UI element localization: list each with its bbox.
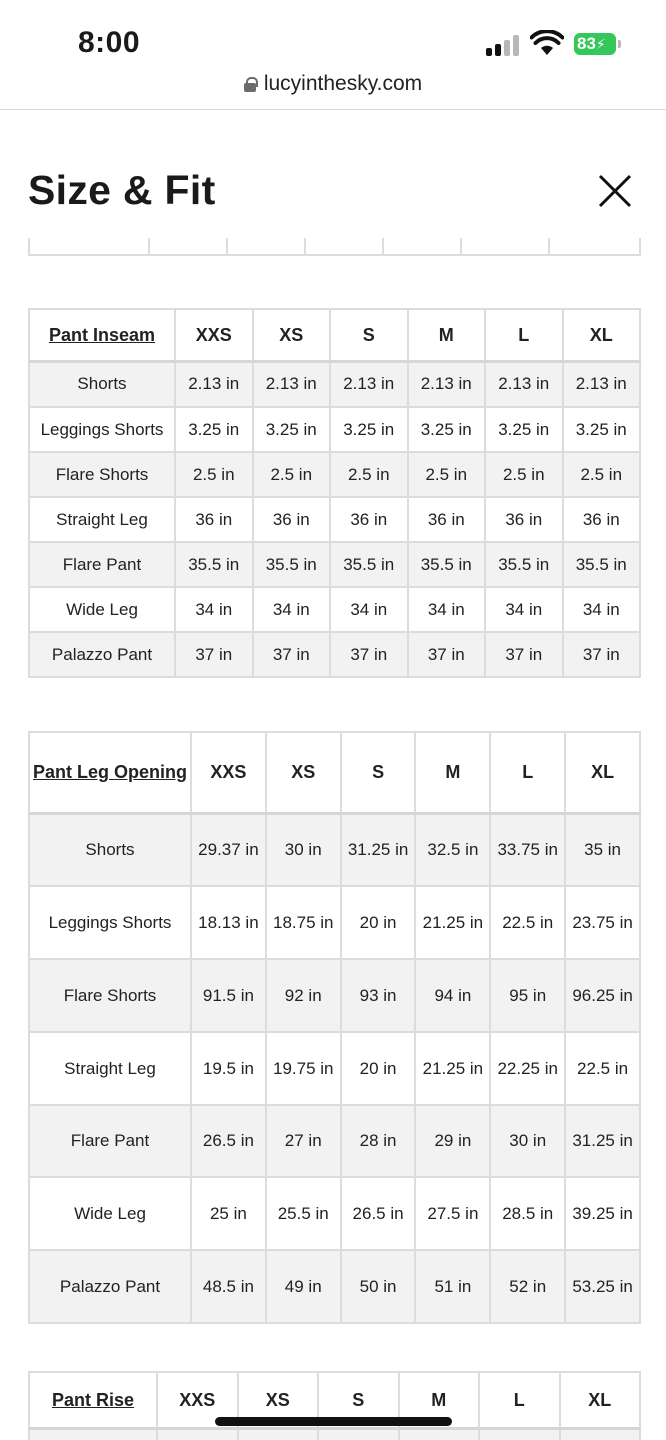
- table-title: Pant Rise: [29, 1372, 157, 1428]
- table-cell: 36 in: [485, 497, 563, 542]
- table-cell: 36 in: [253, 497, 331, 542]
- table-cell: 30 in: [266, 813, 341, 886]
- table-cell: 35.5 in: [485, 542, 563, 587]
- table-cell: 27.5 in: [415, 1177, 490, 1250]
- table-cell: 37 in: [330, 632, 408, 677]
- table-cell: 37 in: [253, 632, 331, 677]
- table-cell: 34 in: [563, 587, 641, 632]
- table-cell: 96.25 in: [565, 959, 640, 1032]
- table-cell: 19.75 in: [266, 1032, 341, 1105]
- table-cell: 21.25 in: [415, 1032, 490, 1105]
- size-header: XL: [560, 1372, 641, 1428]
- previous-table-edge: [28, 238, 641, 256]
- table-cell: 93 in: [341, 959, 416, 1032]
- table-row: [29, 587, 640, 632]
- row-label: Flare Pant: [29, 542, 175, 587]
- table-cell: 37 in: [175, 632, 253, 677]
- table-cell: 36 in: [563, 497, 641, 542]
- table-cell: 29.37 in: [191, 813, 266, 886]
- table-cell: 2.13 in: [408, 361, 486, 407]
- table-cell: 34 in: [253, 587, 331, 632]
- table-cell: 3.25 in: [563, 407, 641, 452]
- table-cell: 52 in: [490, 1250, 565, 1323]
- table-cell: 2.5 in: [253, 452, 331, 497]
- row-label: Palazzo Pant: [29, 632, 175, 677]
- size-header: XXS: [175, 309, 253, 361]
- pant-inseam-table: [28, 308, 641, 678]
- battery-icon: [574, 33, 622, 55]
- table-cell: 2.5 in: [330, 452, 408, 497]
- size-header: S: [318, 1372, 399, 1428]
- battery-level: 83⚡: [574, 33, 616, 55]
- table-cell: 35.5 in: [253, 542, 331, 587]
- table-row: [29, 813, 640, 886]
- close-icon[interactable]: [596, 172, 634, 210]
- table-row: [29, 632, 640, 677]
- status-bar: [0, 0, 666, 66]
- table-cell: 2.5 in: [175, 452, 253, 497]
- row-label: Straight Leg: [29, 497, 175, 542]
- table-cell: 37 in: [408, 632, 486, 677]
- size-header: XXS: [157, 1372, 238, 1428]
- table-row: [29, 452, 640, 497]
- table-title: Pant Leg Opening: [29, 732, 191, 813]
- size-header: M: [399, 1372, 480, 1428]
- table-cell: 18.13 in: [191, 886, 266, 959]
- table-cell: 32.5 in: [415, 813, 490, 886]
- table-cell: 2.13 in: [253, 361, 331, 407]
- table-row: [29, 497, 640, 542]
- row-label: Flare Shorts: [29, 959, 191, 1032]
- table-cell: 94 in: [415, 959, 490, 1032]
- table-cell: 3.25 in: [485, 407, 563, 452]
- table-cell: 31.25 in: [341, 813, 416, 886]
- size-header: L: [485, 309, 563, 361]
- modal-title: Size & Fit: [28, 167, 216, 213]
- table-row: [29, 542, 640, 587]
- size-header: M: [415, 732, 490, 813]
- url-text: lucyinthesky.com: [263, 72, 423, 95]
- table-cell: 2.13 in: [330, 361, 408, 407]
- table-cell: 26.5 in: [191, 1105, 266, 1177]
- table-cell: 20 in: [341, 886, 416, 959]
- table-cell: 51 in: [415, 1250, 490, 1323]
- table-cell: 2.5 in: [408, 452, 486, 497]
- lock-icon: [244, 77, 256, 92]
- table-row: [29, 1032, 640, 1105]
- size-header: S: [341, 732, 416, 813]
- size-header: XS: [238, 1372, 319, 1428]
- row-label: Straight Leg: [29, 1032, 191, 1105]
- row-label: Flare Pant: [29, 1105, 191, 1177]
- table-cell: 35.5 in: [175, 542, 253, 587]
- table-cell: 3.25 in: [330, 407, 408, 452]
- table-row: [29, 1177, 640, 1250]
- table-row: [29, 1428, 640, 1440]
- table-cell: 2.13 in: [563, 361, 641, 407]
- table-cell: 2.13 in: [175, 361, 253, 407]
- table-cell: 29 in: [415, 1105, 490, 1177]
- table-cell: 22.5 in: [565, 1032, 640, 1105]
- table-cell: 34 in: [330, 587, 408, 632]
- table-row: [29, 959, 640, 1032]
- table-cell: 34 in: [175, 587, 253, 632]
- table-cell: 19.5 in: [191, 1032, 266, 1105]
- cellular-signal-icon: [486, 34, 520, 56]
- status-time: 8:00: [78, 26, 141, 59]
- table-row: [29, 1105, 640, 1177]
- table-cell: 25.5 in: [266, 1177, 341, 1250]
- table-row: [29, 361, 640, 407]
- table-cell: 49 in: [266, 1250, 341, 1323]
- table-cell: 2.5 in: [485, 452, 563, 497]
- table-cell: 50 in: [341, 1250, 416, 1323]
- table-cell: 35 in: [565, 813, 640, 886]
- table-cell: 2.5 in: [563, 452, 641, 497]
- wifi-icon: [530, 30, 564, 56]
- table-cell: 3.25 in: [253, 407, 331, 452]
- table-row: [29, 1250, 640, 1323]
- table-cell: 34 in: [485, 587, 563, 632]
- table-cell: 33.75 in: [490, 813, 565, 886]
- table-cell: 31.25 in: [565, 1105, 640, 1177]
- address-bar[interactable]: [0, 66, 666, 110]
- table-cell: 20 in: [341, 1032, 416, 1105]
- table-cell: 22.25 in: [490, 1032, 565, 1105]
- table-cell: 36 in: [330, 497, 408, 542]
- row-label: Palazzo Pant: [29, 1250, 191, 1323]
- home-indicator[interactable]: [215, 1417, 452, 1426]
- table-cell: 3.25 in: [175, 407, 253, 452]
- size-header: XS: [253, 309, 331, 361]
- table-cell: 37 in: [485, 632, 563, 677]
- table-cell: 92 in: [266, 959, 341, 1032]
- table-cell: 36 in: [175, 497, 253, 542]
- size-header: XL: [565, 732, 640, 813]
- table-row: [29, 886, 640, 959]
- size-header: XXS: [191, 732, 266, 813]
- table-cell: 3.25 in: [408, 407, 486, 452]
- table-header-row: [29, 732, 640, 813]
- table-cell: 53.25 in: [565, 1250, 640, 1323]
- row-label: Leggings Shorts: [29, 407, 175, 452]
- table-cell: 25 in: [191, 1177, 266, 1250]
- table-cell: 35.5 in: [563, 542, 641, 587]
- row-label: Wide Leg: [29, 1177, 191, 1250]
- table-cell: 2.13 in: [485, 361, 563, 407]
- table-cell: 48.5 in: [191, 1250, 266, 1323]
- row-label: Shorts: [29, 361, 175, 407]
- table-header-row: [29, 309, 640, 361]
- size-header: M: [408, 309, 486, 361]
- table-row: [29, 407, 640, 452]
- table-cell: 95 in: [490, 959, 565, 1032]
- table-cell: 36 in: [408, 497, 486, 542]
- table-title: Pant Inseam: [29, 309, 175, 361]
- table-cell: 28 in: [341, 1105, 416, 1177]
- row-label: Flare Shorts: [29, 452, 175, 497]
- table-cell: 21.25 in: [415, 886, 490, 959]
- table-cell: 35.5 in: [408, 542, 486, 587]
- row-label: Leggings Shorts: [29, 886, 191, 959]
- table-cell: 30 in: [490, 1105, 565, 1177]
- pant-leg-opening-table: [28, 731, 641, 1324]
- size-header: XS: [266, 732, 341, 813]
- table-cell: 91.5 in: [191, 959, 266, 1032]
- table-cell: 26.5 in: [341, 1177, 416, 1250]
- size-header: S: [330, 309, 408, 361]
- table-cell: 27 in: [266, 1105, 341, 1177]
- size-header: XL: [563, 309, 641, 361]
- row-label: Shorts: [29, 813, 191, 886]
- table-cell: 35.5 in: [330, 542, 408, 587]
- table-cell: 22.5 in: [490, 886, 565, 959]
- table-cell: 28.5 in: [490, 1177, 565, 1250]
- table-cell: 18.75 in: [266, 886, 341, 959]
- table-cell: 23.75 in: [565, 886, 640, 959]
- table-cell: 37 in: [563, 632, 641, 677]
- size-header: L: [479, 1372, 560, 1428]
- table-cell: 39.25 in: [565, 1177, 640, 1250]
- table-cell: 34 in: [408, 587, 486, 632]
- size-header: L: [490, 732, 565, 813]
- row-label: Wide Leg: [29, 587, 175, 632]
- pant-rise-table: [28, 1371, 641, 1440]
